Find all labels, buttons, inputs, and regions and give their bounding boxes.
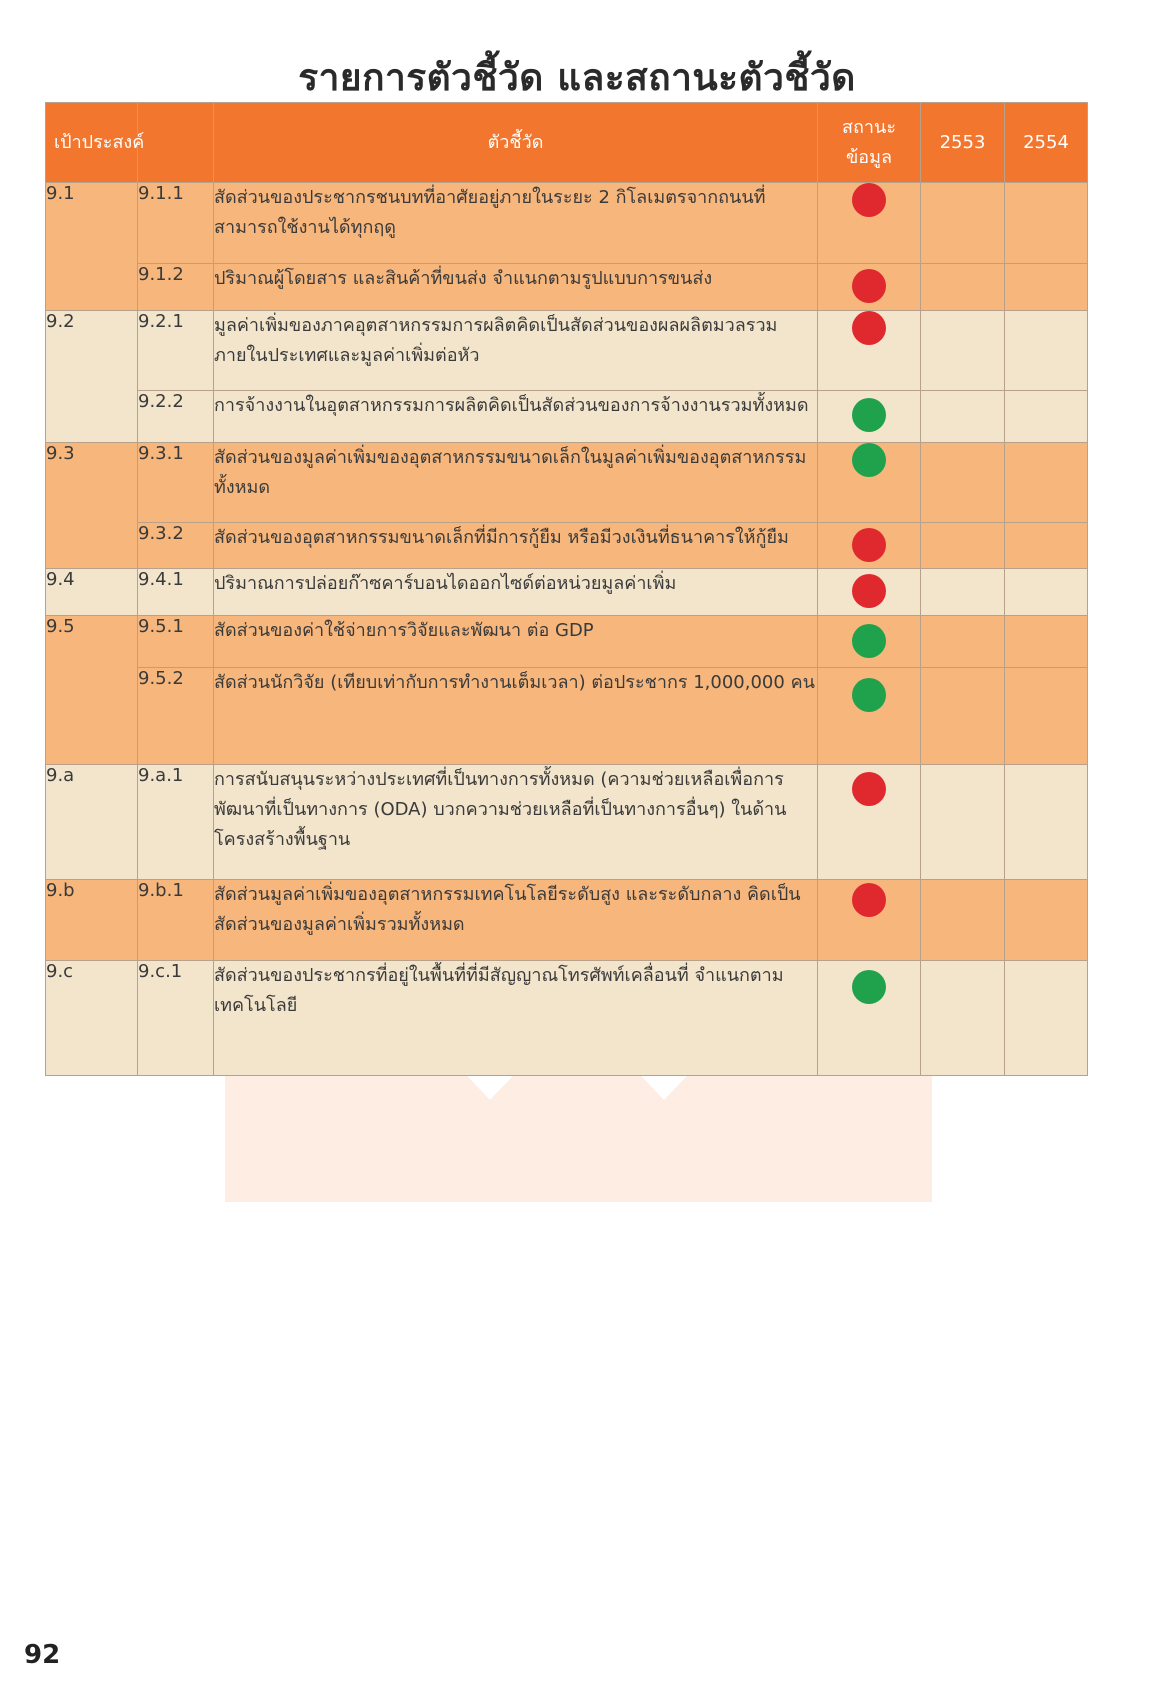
header-code <box>138 103 214 183</box>
header-year-2554: 2554 <box>1005 103 1088 183</box>
year-2554-cell <box>1005 880 1088 961</box>
year-2553-cell <box>921 569 1005 616</box>
table-header-row <box>46 103 1088 183</box>
status-cell <box>818 569 921 616</box>
year-2553-cell <box>921 616 1005 668</box>
code-cell: 9.3.2 <box>138 523 214 569</box>
status-dot-red <box>852 528 886 562</box>
status-dot-red <box>852 772 886 806</box>
goal-cell: 9.a <box>46 765 138 880</box>
year-2553-cell <box>921 668 1005 765</box>
header-goal: เป้าประสงค์ <box>46 103 138 183</box>
table-row <box>46 961 1088 1076</box>
goal-cell: 9.c <box>46 961 138 1076</box>
year-2554-cell <box>1005 616 1088 668</box>
header-indicator: ตัวชี้วัด <box>214 103 818 183</box>
code-cell: 9.b.1 <box>138 880 214 961</box>
indicator-cell: สัดส่วนของอุตสาหกรรมขนาดเล็กที่มีการกู้ยืม หรือมีวงเงินที่ธนาคารให้กู้ยืม <box>214 523 818 569</box>
year-2554-cell <box>1005 443 1088 523</box>
year-2554-cell <box>1005 765 1088 880</box>
year-2553-cell <box>921 391 1005 443</box>
indicator-cell: มูลค่าเพิ่มของภาคอุตสาหกรรมการผลิตคิดเป็นสัดส่วนของผลผลิตมวลรวมภายในประเทศและมูลค่าเพิ่มต่อหัว <box>214 311 818 391</box>
background-watermark <box>225 1060 932 1202</box>
year-2553-cell <box>921 311 1005 391</box>
table-row <box>46 765 1088 880</box>
status-dot-red <box>852 883 886 917</box>
code-cell: 9.c.1 <box>138 961 214 1076</box>
status-cell <box>818 668 921 765</box>
code-cell: 9.5.2 <box>138 668 214 765</box>
indicator-cell: การจ้างงานในอุตสาหกรรมการผลิตคิดเป็นสัดส่วนของการจ้างงานรวมทั้งหมด <box>214 391 818 443</box>
status-dot-green <box>852 970 886 1004</box>
indicator-cell: สัดส่วนมูลค่าเพิ่มของอุตสาหกรรมเทคโนโลยีระดับสูง และระดับกลาง คิดเป็นสัดส่วนของมูลค่าเพิ่มรวมทั้งหมด <box>214 880 818 961</box>
year-2554-cell <box>1005 523 1088 569</box>
status-cell <box>818 765 921 880</box>
year-2553-cell <box>921 961 1005 1076</box>
code-cell: 9.1.2 <box>138 264 214 311</box>
goal-cell: 9.2 <box>46 311 138 443</box>
header-status: สถานะข้อมูล <box>818 103 921 183</box>
indicator-cell: การสนับสนุนระหว่างประเทศที่เป็นทางการทั้งหมด (ความช่วยเหลือเพื่อการพัฒนาที่เป็นทางการ (ODA) บวกความช่วยเหลือที่เป็นทางการอื่นๆ) ในด้านโครงสร้างพื้นฐาน <box>214 765 818 880</box>
header-year-2553: 2553 <box>921 103 1005 183</box>
goal-cell: 9.b <box>46 880 138 961</box>
year-2553-cell <box>921 183 1005 264</box>
status-dot-red <box>852 574 886 608</box>
year-2554-cell <box>1005 961 1088 1076</box>
code-cell: 9.3.1 <box>138 443 214 523</box>
status-cell <box>818 961 921 1076</box>
table-row <box>46 569 1088 616</box>
status-dot-red <box>852 183 886 217</box>
table-row <box>46 668 1088 765</box>
year-2554-cell <box>1005 391 1088 443</box>
status-dot-red <box>852 269 886 303</box>
code-cell: 9.2.2 <box>138 391 214 443</box>
goal-cell: 9.5 <box>46 616 138 765</box>
goal-cell: 9.1 <box>46 183 138 311</box>
page-number: 92 <box>24 1640 61 1670</box>
year-2553-cell <box>921 765 1005 880</box>
table-row <box>46 616 1088 668</box>
goal-cell: 9.3 <box>46 443 138 569</box>
indicator-cell: สัดส่วนของประชากรที่อยู่ในพื้นที่ที่มีสัญญาณโทรศัพท์เคลื่อนที่ จำแนกตามเทคโนโลยี <box>214 961 818 1076</box>
status-dot-green <box>852 624 886 658</box>
indicator-cell: ปริมาณผู้โดยสาร และสินค้าที่ขนส่ง จำแนกตามรูปแบบการขนส่ง <box>214 264 818 311</box>
status-dot-green <box>852 443 886 477</box>
page-title: รายการตัวชี้วัด และสถานะตัวชี้วัด <box>298 56 856 99</box>
table-row <box>46 311 1088 391</box>
status-cell <box>818 264 921 311</box>
year-2554-cell <box>1005 311 1088 391</box>
table-row <box>46 183 1088 264</box>
table-row <box>46 880 1088 961</box>
year-2553-cell <box>921 264 1005 311</box>
year-2554-cell <box>1005 668 1088 765</box>
year-2553-cell <box>921 443 1005 523</box>
code-cell: 9.a.1 <box>138 765 214 880</box>
indicator-cell: ปริมาณการปล่อยก๊าซคาร์บอนไดออกไซด์ต่อหน่วยมูลค่าเพิ่ม <box>214 569 818 616</box>
year-2554-cell <box>1005 569 1088 616</box>
status-cell <box>818 183 921 264</box>
status-cell <box>818 523 921 569</box>
status-cell <box>818 880 921 961</box>
indicator-cell: สัดส่วนนักวิจัย (เทียบเท่ากับการทำงานเต็มเวลา) ต่อประชากร 1,000,000 คน <box>214 668 818 765</box>
status-dot-green <box>852 678 886 712</box>
goal-cell: 9.4 <box>46 569 138 616</box>
table-row <box>46 443 1088 523</box>
indicator-cell: สัดส่วนของค่าใช้จ่ายการวิจัยและพัฒนา ต่อ GDP <box>214 616 818 668</box>
table-row <box>46 523 1088 569</box>
status-cell <box>818 616 921 668</box>
year-2554-cell <box>1005 183 1088 264</box>
year-2554-cell <box>1005 264 1088 311</box>
code-cell: 9.1.1 <box>138 183 214 264</box>
indicator-table <box>45 102 1088 1076</box>
table-row <box>46 391 1088 443</box>
status-dot-green <box>852 398 886 432</box>
year-2553-cell <box>921 523 1005 569</box>
status-cell <box>818 391 921 443</box>
code-cell: 9.4.1 <box>138 569 214 616</box>
code-cell: 9.2.1 <box>138 311 214 391</box>
status-cell <box>818 311 921 391</box>
status-cell <box>818 443 921 523</box>
table-row <box>46 264 1088 311</box>
status-dot-red <box>852 311 886 345</box>
code-cell: 9.5.1 <box>138 616 214 668</box>
year-2553-cell <box>921 880 1005 961</box>
indicator-cell: สัดส่วนของประชากรชนบทที่อาศัยอยู่ภายในระยะ 2 กิโลเมตรจากถนนที่สามารถใช้งานได้ทุกฤดู <box>214 183 818 264</box>
indicator-cell: สัดส่วนของมูลค่าเพิ่มของอุตสาหกรรมขนาดเล็กในมูลค่าเพิ่มของอุตสาหกรรมทั้งหมด <box>214 443 818 523</box>
